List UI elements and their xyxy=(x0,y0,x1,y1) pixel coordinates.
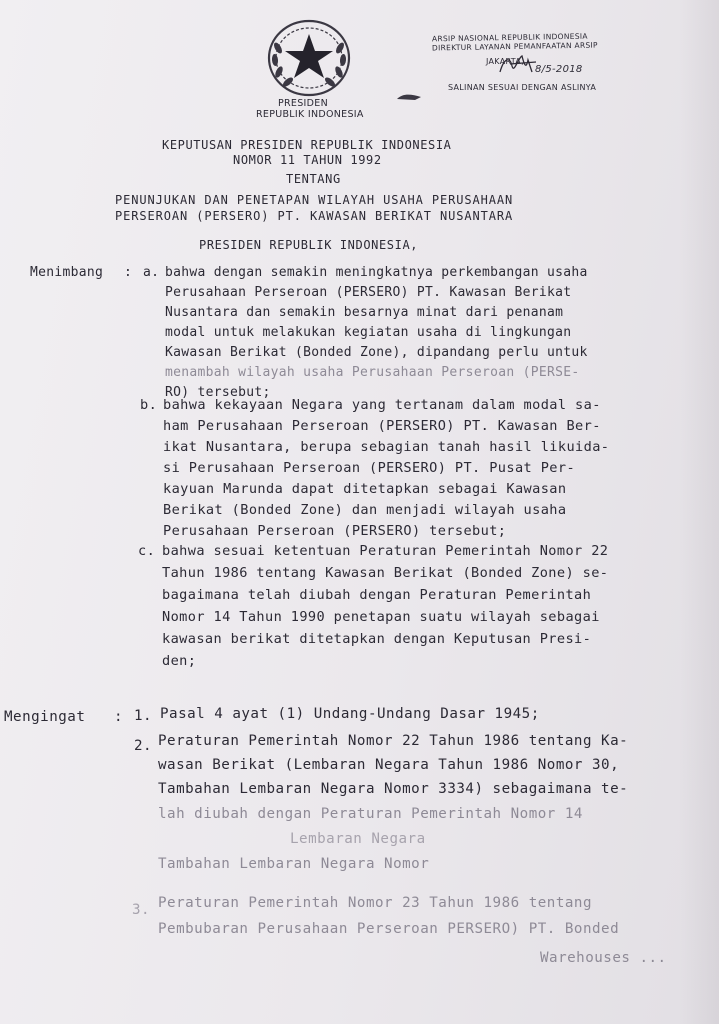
item-2-line: Tambahan Lembaran Negara Nomor 3334) sebagaimana te- xyxy=(158,781,629,797)
title-line1: KEPUTUSAN PRESIDEN REPUBLIK INDONESIA xyxy=(162,138,452,152)
item-1-line: Pasal 4 ayat (1) Undang-Undang Dasar 1945; xyxy=(160,706,540,722)
item-c-line: kawasan berikat ditetapkan dengan Keputusan Presi- xyxy=(162,631,592,647)
item-b-marker: b. xyxy=(140,397,158,413)
item-3-marker: 3. xyxy=(132,902,151,918)
stamp-place: JAKARTA, xyxy=(486,57,524,66)
item-a-line: RO) tersebut; xyxy=(165,385,271,400)
ink-mark xyxy=(395,91,425,103)
item-b-line: Perusahaan Perseroan (PERSERO) tersebut; xyxy=(163,523,507,539)
item-b-line: Berikat (Bonded Zone) dan menjadi wilayah usaha xyxy=(163,502,567,518)
item-c-line: Tahun 1986 tentang Kawasan Berikat (Bonded Zone) se- xyxy=(162,565,609,581)
item-a-line: menambah wilayah usaha Perusahaan Perseroan (PERSE- xyxy=(165,365,580,380)
header-presiden: PRESIDEN xyxy=(278,98,328,109)
stamp-salinan: SALINAN SESUAI DENGAN ASLINYA xyxy=(448,83,597,92)
item-c-line: den; xyxy=(162,653,197,669)
item-a-line: bahwa dengan semakin meningkatnya perkembangan usaha xyxy=(165,265,588,280)
issuer-line: PRESIDEN REPUBLIK INDONESIA, xyxy=(199,238,419,252)
item-1-marker: 1. xyxy=(134,708,153,724)
item-2-line: Peraturan Pemerintah Nomor 22 Tahun 1986 tentang Ka- xyxy=(158,733,629,749)
header-republik: REPUBLIK INDONESIA xyxy=(256,109,364,120)
item-3-line: Warehouses ... xyxy=(540,950,667,966)
stamp-line1: ARSIP NASIONAL REPUBLIK INDONESIA xyxy=(431,31,588,44)
item-3-line: Pembubaran Perusahaan Perseroan PERSERO) PT. Bonded xyxy=(158,921,620,937)
title-line3: TENTANG xyxy=(286,172,341,186)
mengingat-colon: : xyxy=(114,709,124,725)
item-b-line: ikat Nusantara, berupa sebagian tanah hasil likuida- xyxy=(163,439,610,455)
item-c-line: bahwa sesuai ketentuan Peraturan Pemerintah Nomor 22 xyxy=(162,543,609,559)
title-line5: PERSEROAN (PERSERO) PT. KAWASAN BERIKAT NUSANTARA xyxy=(115,209,514,223)
item-2-marker: 2. xyxy=(134,738,153,754)
page-shadow xyxy=(679,0,719,1024)
item-a-line: modal untuk melakukan kegiatan usaha di lingkungan xyxy=(165,325,572,340)
title-line4: PENUNJUKAN DAN PENETAPAN WILAYAH USAHA PERUSAHAAN xyxy=(115,193,514,207)
item-a-marker: a. xyxy=(143,265,160,280)
title-line2: NOMOR 11 TAHUN 1992 xyxy=(233,153,382,167)
stamp-line2: DIREKTUR LAYANAN PEMANFAATAN ARSIP xyxy=(431,40,598,53)
item-2-line: lah diubah dengan Peraturan Pemerintah Nomor 14 xyxy=(158,806,583,822)
item-a-line: Kawasan Berikat (Bonded Zone), dipandang perlu untuk xyxy=(165,345,588,360)
stamp-date: 8/5-2018 xyxy=(535,64,583,75)
mengingat-label: Mengingat xyxy=(4,709,86,725)
menimbang-colon: : xyxy=(124,265,133,280)
item-b-line: kayuan Marunda dapat ditetapkan sebagai Kawasan xyxy=(163,481,567,497)
item-2-line: Tambahan Lembaran Negara Nomor xyxy=(158,856,430,872)
item-b-line: si Perusahaan Perseroan (PERSERO) PT. Pusat Per- xyxy=(163,460,576,476)
item-c-marker: c. xyxy=(138,543,156,559)
state-emblem-icon xyxy=(266,18,352,98)
item-c-line: Nomor 14 Tahun 1990 penetapan suatu wilayah sebagai xyxy=(162,609,600,625)
item-a-line: Nusantara dan semakin besarnya minat dari penanam xyxy=(165,305,564,320)
item-b-line: ham Perusahaan Perseroan (PERSERO) PT. Kawasan Ber- xyxy=(163,418,601,434)
item-a-line: Perusahaan Perseroan (PERSERO) PT. Kawasan Berikat xyxy=(165,285,572,300)
item-2-line: wasan Berikat (Lembaran Negara Tahun 1986 Nomor 30, xyxy=(158,757,620,773)
handwritten-signature xyxy=(470,52,550,78)
item-3-line: Peraturan Pemerintah Nomor 23 Tahun 1986 tentang xyxy=(158,895,592,911)
item-b-line: bahwa kekayaan Negara yang tertanam dalam modal sa- xyxy=(163,397,601,413)
item-2-line: Lembaran Negara xyxy=(290,831,426,847)
item-c-line: bagaimana telah diubah dengan Peraturan Pemerintah xyxy=(162,587,592,603)
menimbang-label: Menimbang xyxy=(30,265,104,280)
